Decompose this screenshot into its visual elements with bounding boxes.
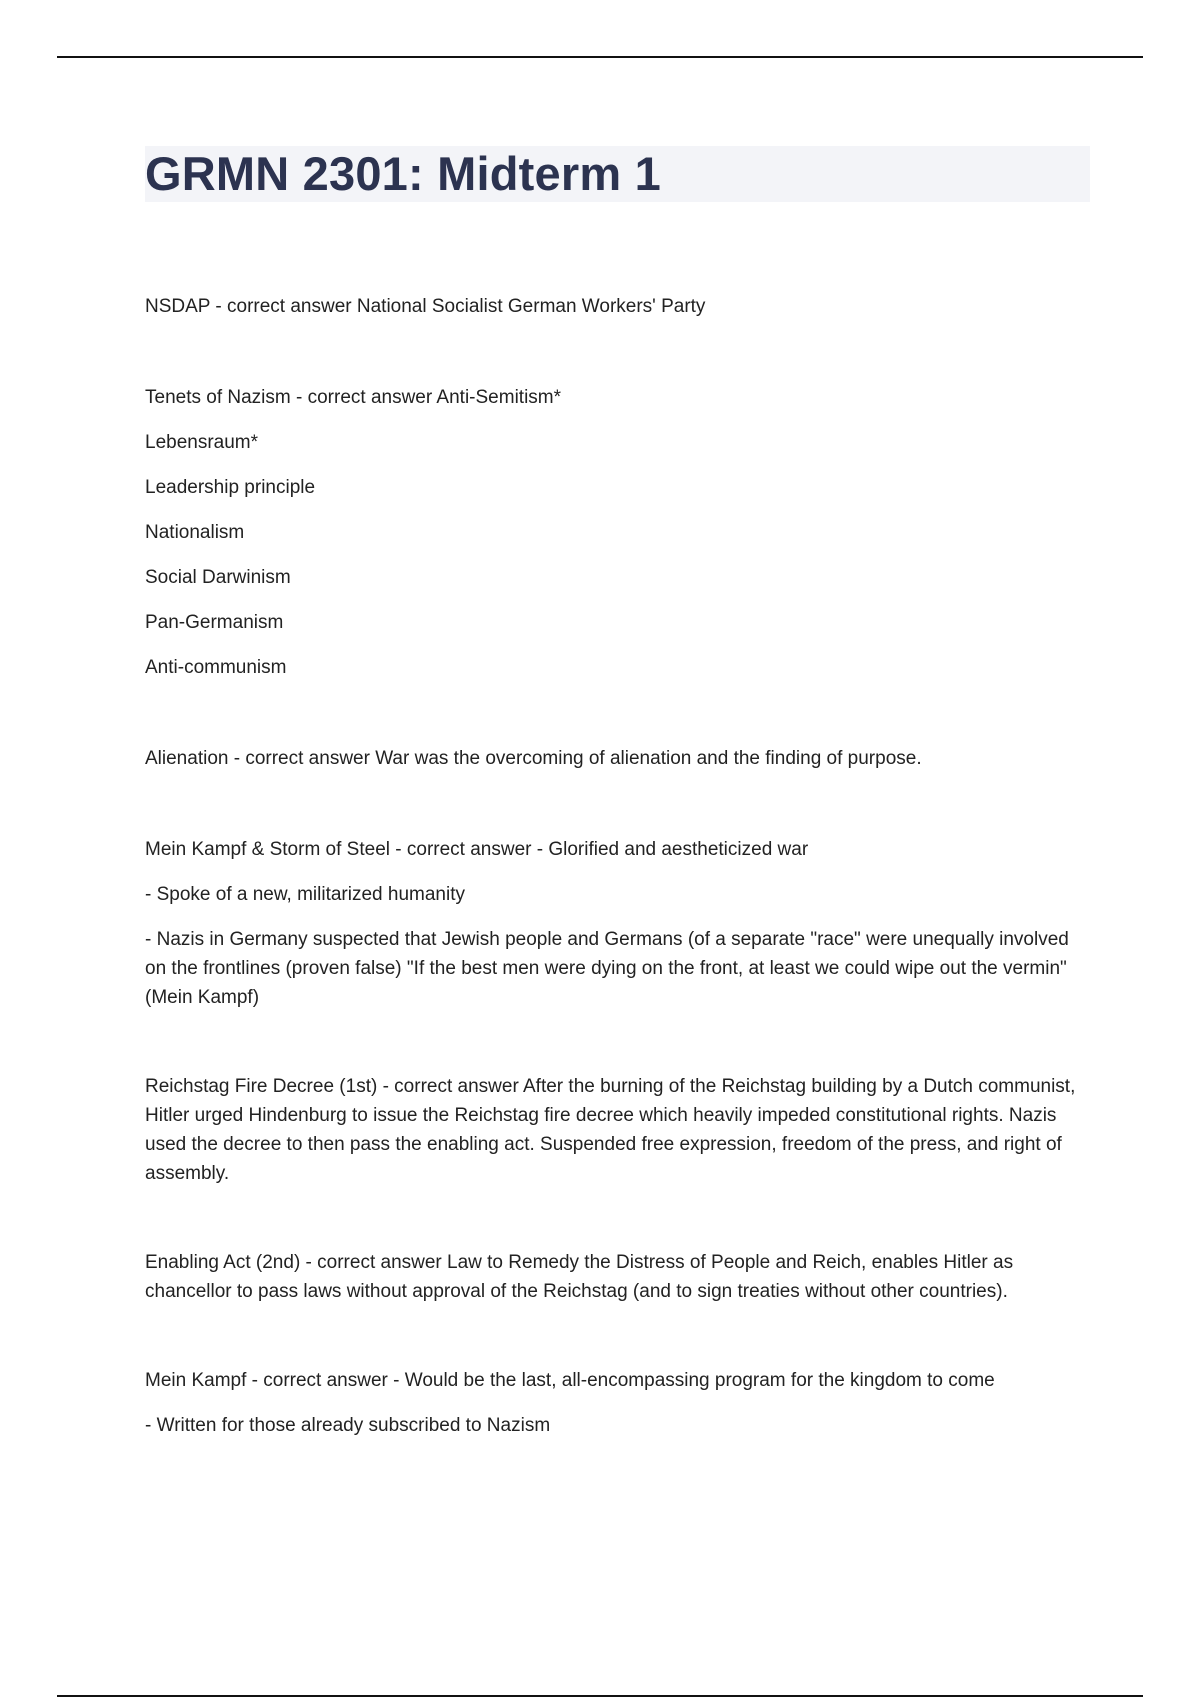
flashcard-list [145,292,1090,1502]
flashcard-mein-kampf-storm-of-steel [145,835,1090,1012]
card-line: Tenets of Nazism - correct answer Anti-Semitism* [145,387,562,408]
flashcard-alienation [145,744,1090,773]
card-line: Lebensraum* [145,432,259,453]
card-line: Mein Kampf & Storm of Steel - correct answer - Glorified and aestheticized war [145,839,809,860]
flashcard-reichstag-fire-decree [145,1072,1090,1188]
flashcard-tenets-of-nazism [145,383,1090,682]
card-line: Social Darwinism [145,567,291,588]
card-line: Enabling Act (2nd) - correct answer Law to Remedy the Distress of People and Reich, enables Hitler as chancellor to pass laws without approval of the Reichstag (and to sign treaties without other countries). [145,1252,1014,1302]
card-line: - Spoke of a new, militarized humanity [145,884,465,905]
flashcard-nsdap [145,292,1090,321]
card-line: Anti-communism [145,657,287,678]
card-line: Reichstag Fire Decree (1st) - correct answer After the burning of the Reichstag building by a Dutch communist, Hitler urged Hindenburg to issue the Reichstag fire decree which heavily impeded constitutional rights. Nazis used the decree to then pass the enabling act. Suspended free expression, freedom of the press, and right of assembly. [145,1076,1076,1184]
footer-rule [57,1695,1143,1697]
card-line: Alienation - correct answer War was the overcoming of alienation and the finding of purpose. [145,748,922,769]
card-line: Pan-Germanism [145,612,284,633]
flashcard-enabling-act [145,1248,1090,1306]
card-line: Mein Kampf - correct answer - Would be the last, all-encompassing program for the kingdom to come [145,1370,995,1391]
card-line: NSDAP - correct answer National Socialist German Workers' Party [145,296,706,317]
header-rule [57,56,1143,58]
flashcard-mein-kampf [145,1366,1090,1440]
card-line: Nationalism [145,522,245,543]
card-line: Leadership principle [145,477,316,498]
card-line: - Written for those already subscribed to Nazism [145,1415,551,1436]
card-line: - Nazis in Germany suspected that Jewish people and Germans (of a separate "race" were unequally involved on the frontlines (proven false) "If the best men were dying on the front, at least we could wipe out the vermin" (Mein Kampf) [145,929,1069,1008]
document-title: GRMN 2301: Midterm 1 [145,147,661,200]
